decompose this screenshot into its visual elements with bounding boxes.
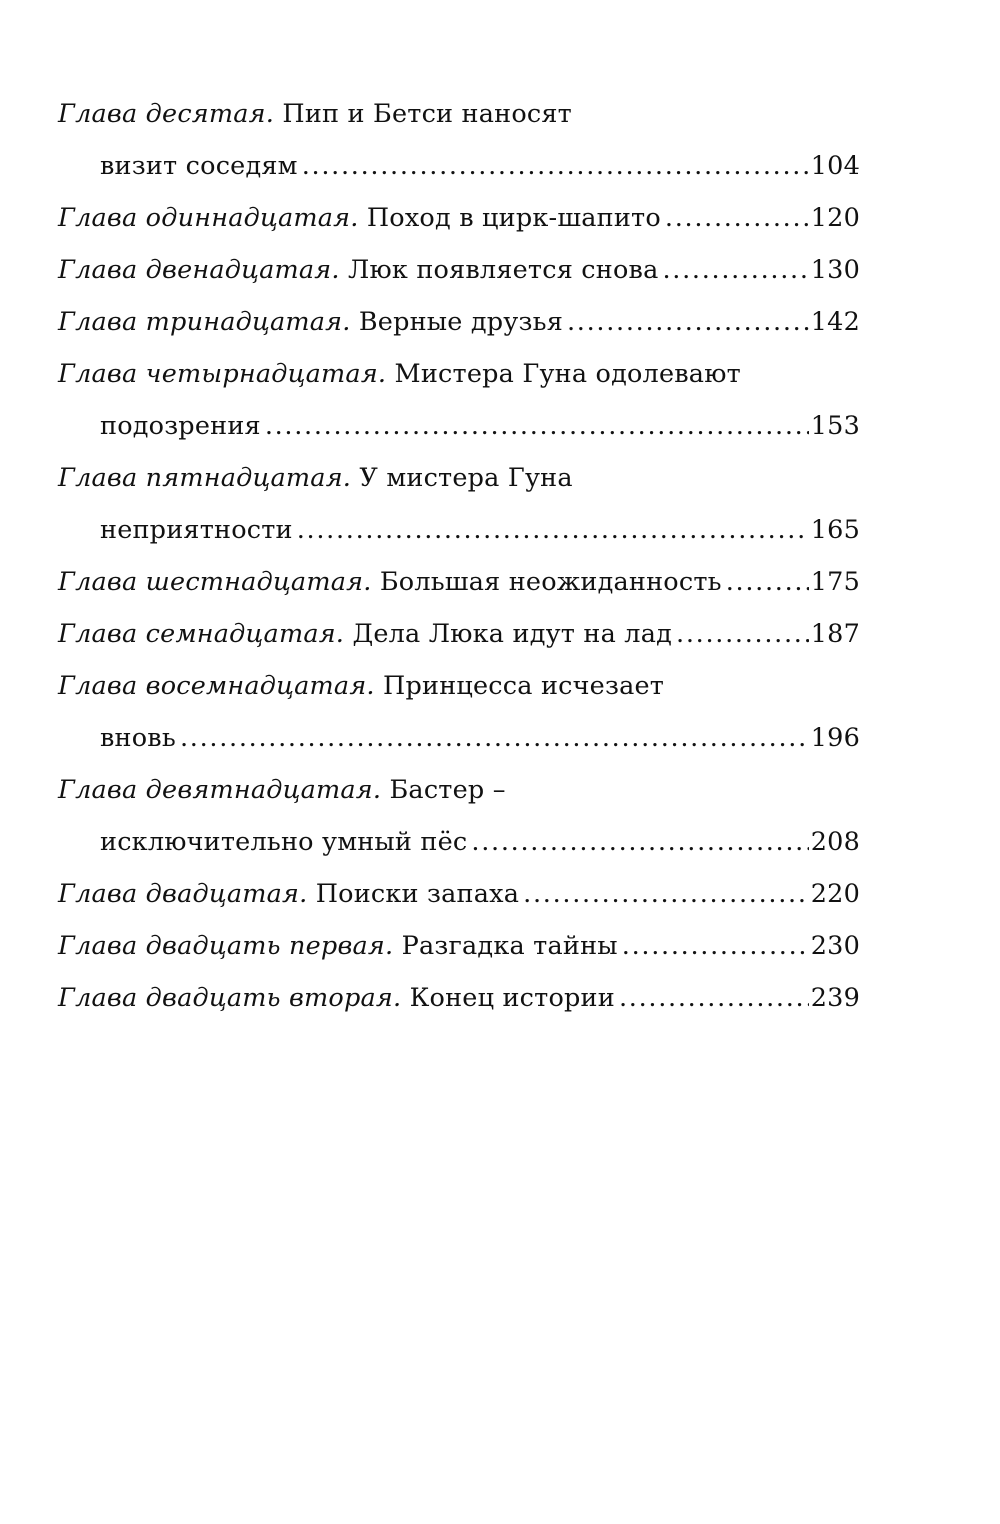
chapter-label: Глава двенадцатая.	[58, 255, 340, 285]
toc-entry-22	[58, 972, 860, 1024]
chapter-title: Большая неожиданность	[379, 567, 722, 597]
dot-leader	[180, 712, 809, 764]
chapter-title: Люк появляется снова	[348, 255, 659, 285]
page-number: 153	[810, 411, 860, 441]
chapter-label: Глава двадцать первая.	[58, 931, 394, 961]
toc-entry-15	[58, 452, 860, 504]
dot-leader	[302, 140, 809, 192]
dot-leader	[619, 972, 809, 1024]
dot-leader	[662, 244, 808, 296]
dot-leader	[567, 296, 809, 348]
dot-leader	[297, 504, 809, 556]
chapter-label: Глава десятая.	[58, 99, 275, 129]
chapter-title: Разгадка тайны	[401, 931, 618, 961]
toc-entry-13	[58, 296, 860, 348]
toc-entry-12	[58, 244, 860, 296]
chapter-title: Мистера Гуна одолевают	[394, 359, 741, 389]
chapter-title: Верные друзья	[358, 307, 563, 337]
page-number: 130	[810, 255, 860, 285]
page-number: 208	[810, 827, 860, 857]
page-number: 196	[810, 723, 860, 753]
chapter-title: У мистера Гуна	[359, 463, 573, 493]
toc-entry-15-cont	[58, 504, 860, 556]
page-number: 165	[810, 515, 860, 545]
toc-entry-11	[58, 192, 860, 244]
toc-entry-10-cont	[58, 140, 860, 192]
dot-leader	[726, 556, 809, 608]
chapter-label: Глава двадцать вторая.	[58, 983, 402, 1013]
chapter-title-cont: вновь	[100, 723, 176, 753]
toc-entry-19	[58, 764, 860, 816]
page-number: 220	[810, 879, 860, 909]
chapter-label: Глава девятнадцатая.	[58, 775, 382, 805]
chapter-title-cont: неприятности	[100, 515, 293, 545]
chapter-title-cont: визит соседям	[100, 151, 298, 181]
page-number: 230	[810, 931, 860, 961]
page-number: 120	[810, 203, 860, 233]
dot-leader	[676, 608, 809, 660]
chapter-title-cont: исключительно умный пёс	[100, 827, 468, 857]
chapter-title-cont: подозрения	[100, 411, 261, 441]
toc-entry-10	[58, 88, 860, 140]
toc-entry-14	[58, 348, 860, 400]
toc-entry-20	[58, 868, 860, 920]
dot-leader	[523, 868, 809, 920]
chapter-title: Конец истории	[409, 983, 615, 1013]
chapter-label: Глава тринадцатая.	[58, 307, 351, 337]
page-number: 175	[810, 567, 860, 597]
chapter-title: Бастер –	[389, 775, 506, 805]
page-number: 104	[810, 151, 860, 181]
chapter-label: Глава семнадцатая.	[58, 619, 345, 649]
toc-entry-14-cont	[58, 400, 860, 452]
chapter-label: Глава шестнадцатая.	[58, 567, 372, 597]
chapter-label: Глава двадцатая.	[58, 879, 308, 909]
dot-leader	[622, 920, 809, 972]
toc-entry-17	[58, 608, 860, 660]
page-number: 239	[810, 983, 860, 1013]
chapter-title: Поиски запаха	[315, 879, 520, 909]
dot-leader	[665, 192, 809, 244]
chapter-label: Глава пятнадцатая.	[58, 463, 352, 493]
chapter-title: Принцесса исчезает	[383, 671, 665, 701]
chapter-label: Глава одиннадцатая.	[58, 203, 359, 233]
table-of-contents	[58, 88, 860, 1024]
toc-entry-19-cont	[58, 816, 860, 868]
toc-entry-18	[58, 660, 860, 712]
dot-leader	[265, 400, 809, 452]
toc-entry-16	[58, 556, 860, 608]
dot-leader	[471, 816, 808, 868]
page-number: 142	[810, 307, 860, 337]
toc-entry-21	[58, 920, 860, 972]
toc-entry-18-cont	[58, 712, 860, 764]
page-number: 187	[810, 619, 860, 649]
chapter-title: Поход в цирк-шапито	[366, 203, 661, 233]
chapter-label: Глава четырнадцатая.	[58, 359, 387, 389]
chapter-title: Дела Люка идут на лад	[352, 619, 673, 649]
chapter-label: Глава восемнадцатая.	[58, 671, 375, 701]
chapter-title: Пип и Бетси наносят	[282, 99, 572, 129]
